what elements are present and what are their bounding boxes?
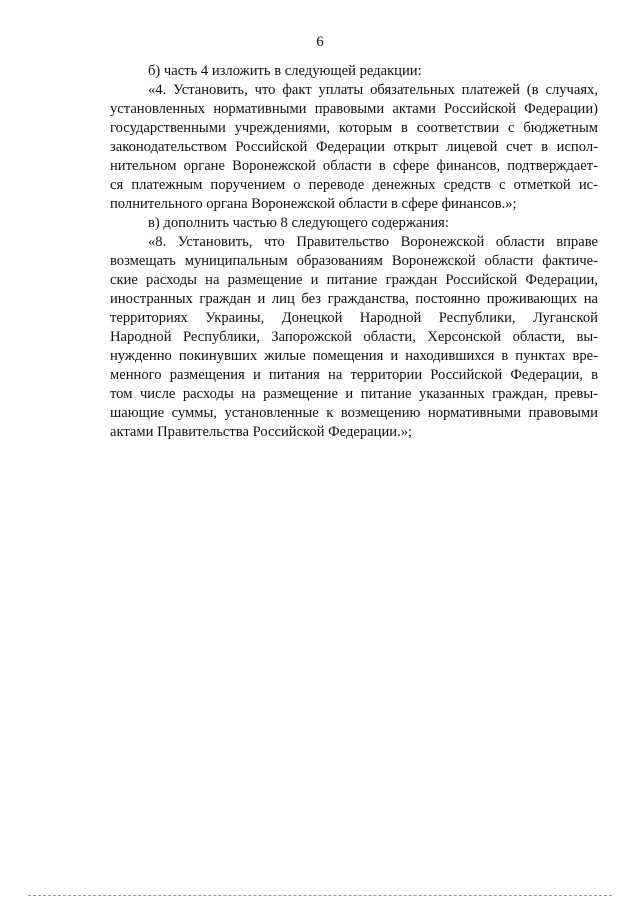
item-v-text-line: территориях Украины, Донецкой Народной Республики, Луганской <box>110 310 598 326</box>
scan-edge-line <box>28 895 612 896</box>
item-b-text-line: ся платежным поручением о переводе денежных средств с отметкой ис- <box>110 177 598 193</box>
item-b-text-line: законодательством Российской Федерации открыт лицевой счет в испол- <box>110 139 598 155</box>
page-number: 6 <box>316 34 324 50</box>
item-v-text-line: возмещать муниципальным образованиям Воронежской области фактиче- <box>110 253 598 269</box>
item-b-text-line: полнительного органа Воронежской области в сфере финансов.»; <box>110 196 517 212</box>
item-b-text-line: государственными учреждениями, которым в соответствии с бюджетным <box>110 120 598 136</box>
item-v-text-line: ские расходы на размещение и питание граждан Российской Федерации, <box>110 272 598 288</box>
item-v-text-line: том числе расходы на размещение и питание указанных граждан, превы- <box>110 386 598 402</box>
item-v-text-line: Народной Республики, Запорожской области, Херсонской области, вы- <box>110 329 598 345</box>
item-b-text-line: нительном органе Воронежской области в сфере финансов, подтверждает- <box>110 158 598 174</box>
item-v-text-line: шающие суммы, установленные к возмещению нормативными правовыми <box>110 405 598 421</box>
item-v-text-line: «8. Установить, что Правительство Воронежской области вправе <box>148 234 598 250</box>
item-v-intro: в) дополнить частью 8 следующего содержания: <box>148 215 449 231</box>
item-b-text-line: установленных нормативными правовыми актами Российской Федерации) <box>110 101 598 117</box>
item-v-text-line: нужденно покинувших жилые помещения и находившихся в пунктах вре- <box>110 348 598 364</box>
item-v-text-line: менного размещения и питания на территории Российской Федерации, в <box>110 367 598 383</box>
item-v-text-line: иностранных граждан и лиц без гражданства, постоянно проживающих на <box>110 291 598 307</box>
item-v-text-line: актами Правительства Российской Федерации.»; <box>110 424 413 440</box>
item-b-text-line: «4. Установить, что факт уплаты обязательных платежей (в случаях, <box>148 82 598 98</box>
item-b-intro: б) часть 4 изложить в следующей редакции: <box>148 63 422 79</box>
